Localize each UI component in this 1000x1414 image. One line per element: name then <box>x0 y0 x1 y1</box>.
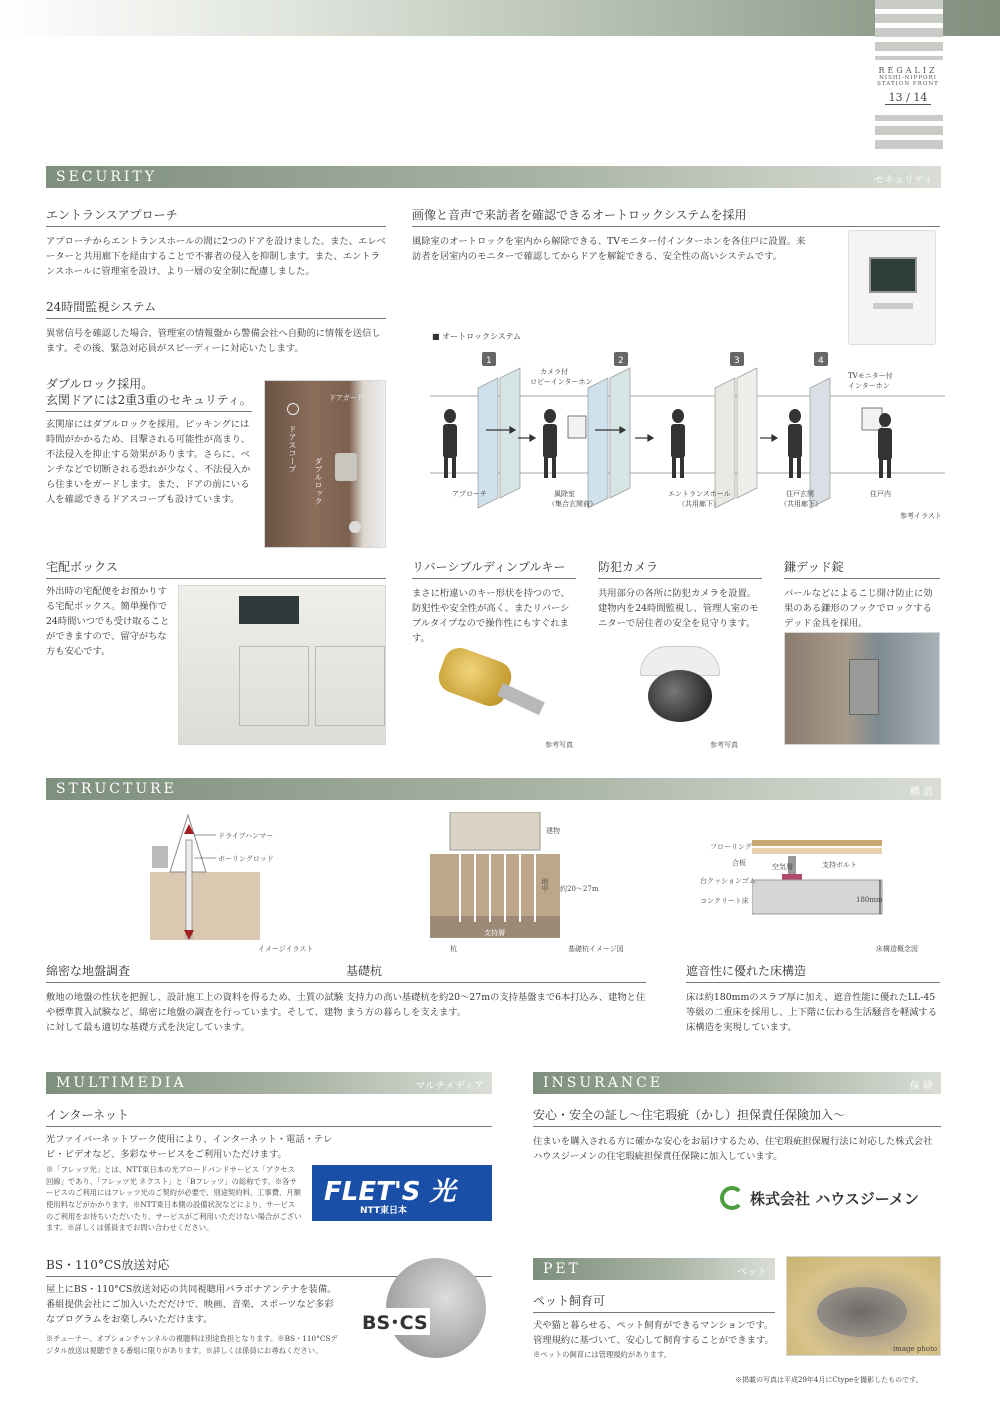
floor-label: 合板 <box>732 859 746 867</box>
door-scope-label: ドアスコープ <box>288 425 297 473</box>
doublelock-text: 玄関扉にはダブルロックを採用。ピッキングには時間がかかるため、目撃される可能性が高まり、不法侵入を抑止する効果があります。さらに、ベンチなどで切断される恐れが少なく、不法侵入から住まいをガードします。また、ドアの前にいる人を確認できるドアスコープも設けています。 <box>46 419 251 505</box>
survey-title: 綿密な地盤調査 <box>46 962 346 983</box>
multimedia-bar <box>46 1072 492 1094</box>
lock-icon <box>335 453 357 481</box>
section-title-jp: マルチメディア <box>415 1081 484 1092</box>
insurance-title: 安心・安全の証し〜住宅瑕疵（かし）担保責任保険加入〜 <box>533 1106 941 1127</box>
entrance-block <box>46 206 386 280</box>
bs-cs-logo: BS･CS <box>360 1258 490 1368</box>
bs-note: ※チューナー、オプションチャンネルの視聴料は別途負担となります。※BS・110°CSデジタル放送は視聴できる番組に限りがあります。※詳しくは係員にお尋ねください。 <box>46 1334 338 1355</box>
survey-label: ドライブハンマー <box>218 832 274 840</box>
sickle-lock-photo <box>784 632 940 745</box>
company-logo-icon <box>720 1186 744 1210</box>
pile-label: 杭 <box>450 945 457 953</box>
camera-title: 防犯カメラ <box>598 558 762 579</box>
monitor-title: 24時間監視システム <box>46 298 386 319</box>
lock-cylinder-icon <box>349 521 361 533</box>
step-number: 2 <box>618 356 624 366</box>
brand-logo <box>858 60 958 115</box>
flets-logo: FLET'S 光 NTT東日本 <box>312 1165 492 1221</box>
floor-label: 空気層 <box>772 863 793 871</box>
survey-caption: イメージイラスト <box>258 945 314 953</box>
autolock-diagram <box>430 348 945 523</box>
pile-illustration <box>430 812 560 942</box>
floor-title: 遮音性に優れた床構造 <box>686 962 940 983</box>
delivery-block <box>46 558 386 579</box>
section-title-en: STRUCTURE <box>56 781 177 797</box>
floor-label: 台クッションゴム <box>700 877 756 885</box>
security-bar <box>46 166 941 188</box>
pet-photo <box>786 1256 941 1356</box>
pet-block <box>533 1292 775 1360</box>
intercom-screen <box>869 257 917 293</box>
step-number: 1 <box>486 356 492 366</box>
housegmen-logo: 株式会社 ハウスジーメン <box>720 1184 950 1214</box>
diagram-label: エントランスホール <box>668 490 731 498</box>
doublelock-block <box>46 376 252 508</box>
pet-bar <box>533 1258 775 1280</box>
double-lock-label: ダブルロック <box>314 457 323 505</box>
entrance-text: アプローチからエントランスホールの間に2つのドアを設けました。また、エレベーターと共用廊下を経由することで不審者の侵入を抑制します。また、エントランスホールに管理室を設け、より一層の安全制に配慮しました。 <box>46 236 386 277</box>
pile-label: 支持層 <box>484 929 505 937</box>
internet-title: インターネット <box>46 1106 492 1127</box>
section-title-jp: 構 造 <box>909 787 933 798</box>
key-block <box>412 558 576 647</box>
bs-text: 屋上にBS・110°CS放送対応の共同視聴用パラボナアンテナを装備。番組提供会社にご加入いただだけで、映画、音楽、スポーツなど多彩なプログラムをお楽しみいただけます。 <box>46 1284 337 1325</box>
survey-label: ボーリングロッド <box>218 855 274 863</box>
floor-block <box>686 962 940 1036</box>
pile-label: 地中 <box>541 878 549 892</box>
intercom-photo <box>848 230 936 345</box>
section-title-jp: セキュリティ <box>874 175 933 186</box>
bs-title: BS・110°CS放送対応 <box>46 1256 492 1277</box>
survey-block <box>46 962 346 1036</box>
brand-sub: NISHI-NIPPORI <box>879 75 937 81</box>
section-title-jp: 保 険 <box>909 1081 933 1092</box>
key-text: まさに桁違いのキー形状を持つので、防犯性や安全性が高く、またリバーシブルタイプなので操作性にもすぐれます。 <box>412 588 570 644</box>
sickle-text: バールなどによるこじ開け防止に効果のある鎌形のフックでロックするデッド金具を採用。 <box>784 588 933 629</box>
pile-title: 基礎杭 <box>346 962 646 983</box>
insurance-bar <box>533 1072 941 1094</box>
section-title-en: INSURANCE <box>543 1075 664 1091</box>
cat-image <box>817 1287 907 1337</box>
key-title: リバーシブルディンプルキー <box>412 558 576 579</box>
section-title-en: PET <box>543 1261 581 1277</box>
pile-label: 建物 <box>546 827 560 835</box>
section-title-en: MULTIMEDIA <box>56 1075 187 1091</box>
floor-label: 支持ボルト <box>822 861 857 869</box>
pet-note: ※ペットの飼育には管理規約があります。 <box>533 1349 672 1359</box>
survey-text: 敷地の地盤の性状を把握し、設計施工上の資料を得るため、土質の試験や標準貫入試験など、綿密に地盤の調査を行っています。そして、建物に対して最も適切な基礎方式を決定しています。 <box>46 992 344 1033</box>
pile-block <box>346 962 646 1021</box>
pile-caption: 基礎杭イメージ図 <box>568 945 624 953</box>
floor-caption: 床構造概念図 <box>876 945 918 953</box>
diagram-label: アプローチ <box>452 490 487 498</box>
monitor-block <box>46 298 386 357</box>
cam-label: ロビーインターホン <box>530 378 593 386</box>
camera-block <box>598 558 762 632</box>
camera-text: 共用部分の各所に防犯カメラを設置。建物内を24時間監視し、管理人室のモニターで居住者の安全を見守ります。 <box>598 588 759 629</box>
monitor-text: 異常信号を確認した場合、管理室の情報盤から警備会社へ自動的に情報を送信します。その後、緊急対応員がスピーディーに対応いたします。 <box>46 328 381 354</box>
floor-label: フローリング <box>710 843 752 851</box>
tv-label: TVモニター付 <box>848 372 893 380</box>
section-title-jp: ペット <box>737 1267 767 1278</box>
key-caption: 参考写真 <box>545 741 573 749</box>
key-photo <box>430 640 550 730</box>
pet-text: 犬や猫と暮らせる、ペット飼育ができるマンションです。管理規約に基づいて、安心して飼育することができます。 <box>533 1320 774 1346</box>
step-number: 4 <box>818 356 824 366</box>
internet-block <box>46 1106 492 1127</box>
diagram-label: 風除室 <box>554 490 575 498</box>
door-photo <box>264 380 386 548</box>
security-camera-photo <box>640 646 720 726</box>
step-number: 3 <box>734 356 740 366</box>
cam-label: カメラ付 <box>540 368 568 376</box>
diagram-label: 住戸内 <box>870 490 891 498</box>
entrance-title: エントランスアプローチ <box>46 206 386 227</box>
brand-sub2: STATION FRONT <box>877 81 939 87</box>
pet-caption: image photo <box>893 1345 938 1353</box>
diagram-label: 住戸玄関 <box>786 490 814 498</box>
section-title-en: SECURITY <box>56 169 157 185</box>
insurance-text: 住まいを購入される方に確かな安心をお届けするため、住宅瑕疵担保履行法に対応した株式会社ハウスジーメンの住宅瑕疵担保責任保険に加入しています。 <box>533 1136 933 1162</box>
floor-thickness-label: 180mm <box>856 896 883 904</box>
diagram-title: ■ オートロックシステム <box>432 332 522 341</box>
internet-text: 光ファイバーネットワーク使用により、インターネット・電話・テレビ・ビデオなど、多彩なサービスをご利用いただけます。 <box>46 1134 333 1160</box>
delivery-text: 外出時の宅配便をお預かりする宅配ボックス。簡単操作で24時間いつでも受け取ることができますので、留守がちな方も安心です。 <box>46 586 170 657</box>
doublelock-title: ダブルロック採用。 玄関ドアには2重3重のセキュリティ。 <box>46 376 252 412</box>
insurance-block <box>533 1106 941 1165</box>
structure-bar <box>46 778 941 800</box>
footer-note: ※掲載の写真は平成29年4月にCtypeを撮影したものです。 <box>735 1376 923 1384</box>
floor-illustration <box>752 834 892 934</box>
top-band <box>0 0 1000 36</box>
diagram-label: （共用廊下） <box>678 500 720 508</box>
door-guard-label: ドアガード <box>329 394 364 402</box>
autolock-title: 画像と音声で来訪者を確認できるオートロックシステムを採用 <box>412 206 940 227</box>
delivery-box-photo <box>178 585 386 745</box>
page-number: 13 / 14 <box>885 91 932 105</box>
floor-text: 床は約180mmのスラブ厚に加え、遮音性能に優れたLL-45等級の二重床を採用し、上下階に伝わる生活騒音を軽減する床構造を実現しています。 <box>686 992 938 1033</box>
sickle-title: 鎌デッド錠 <box>784 558 940 579</box>
delivery-title: 宅配ボックス <box>46 558 386 579</box>
diagram-caption: 参考イラスト <box>900 512 942 520</box>
pet-title: ペット飼育可 <box>533 1292 775 1313</box>
pile-label: 約20〜27m <box>560 885 599 893</box>
diagram-label: （集合玄関前） <box>548 500 597 508</box>
door-scope-icon <box>287 403 299 415</box>
pile-text: 支持力の高い基礎杭を約20〜27mの支持基盤まで6本打込み、建物と住まう方の暮らしを支えます。 <box>346 992 646 1018</box>
tv-label: インターホン <box>848 382 890 390</box>
autolock-text: 風除室のオートロックを室内から解除できる、TVモニター付インターホンを各住戸に設置。来訪者を居室内のモニターで確認してからドアを解錠できる、安全性の高いシステムです。 <box>412 236 806 262</box>
floor-label: コンクリート床 <box>700 897 749 905</box>
brand-name: REGALIZ <box>878 66 938 75</box>
delivery-screen <box>239 596 299 624</box>
internet-note: ※「フレッツ光」とは、NTT東日本の光ブロードバンドサービス「アクセス回線」であり、「フレッツ光 ネクスト」と「Bフレッツ」の総称です。※各サービスのご利用にはフレッツ光のご契約が必要で、別途契約料、工事費、月額使用料などがかかります。※NTT東日本側の設備状況などにより、サービスのご利用をお待ちいただいたり、サービスがご利用いただけない場合がございます。※詳しくは係員までお問い合わせください。 <box>46 1165 302 1233</box>
sickle-block <box>784 558 940 632</box>
camera-caption: 参考写真 <box>710 741 738 749</box>
diagram-label: （共用廊下） <box>780 500 822 508</box>
